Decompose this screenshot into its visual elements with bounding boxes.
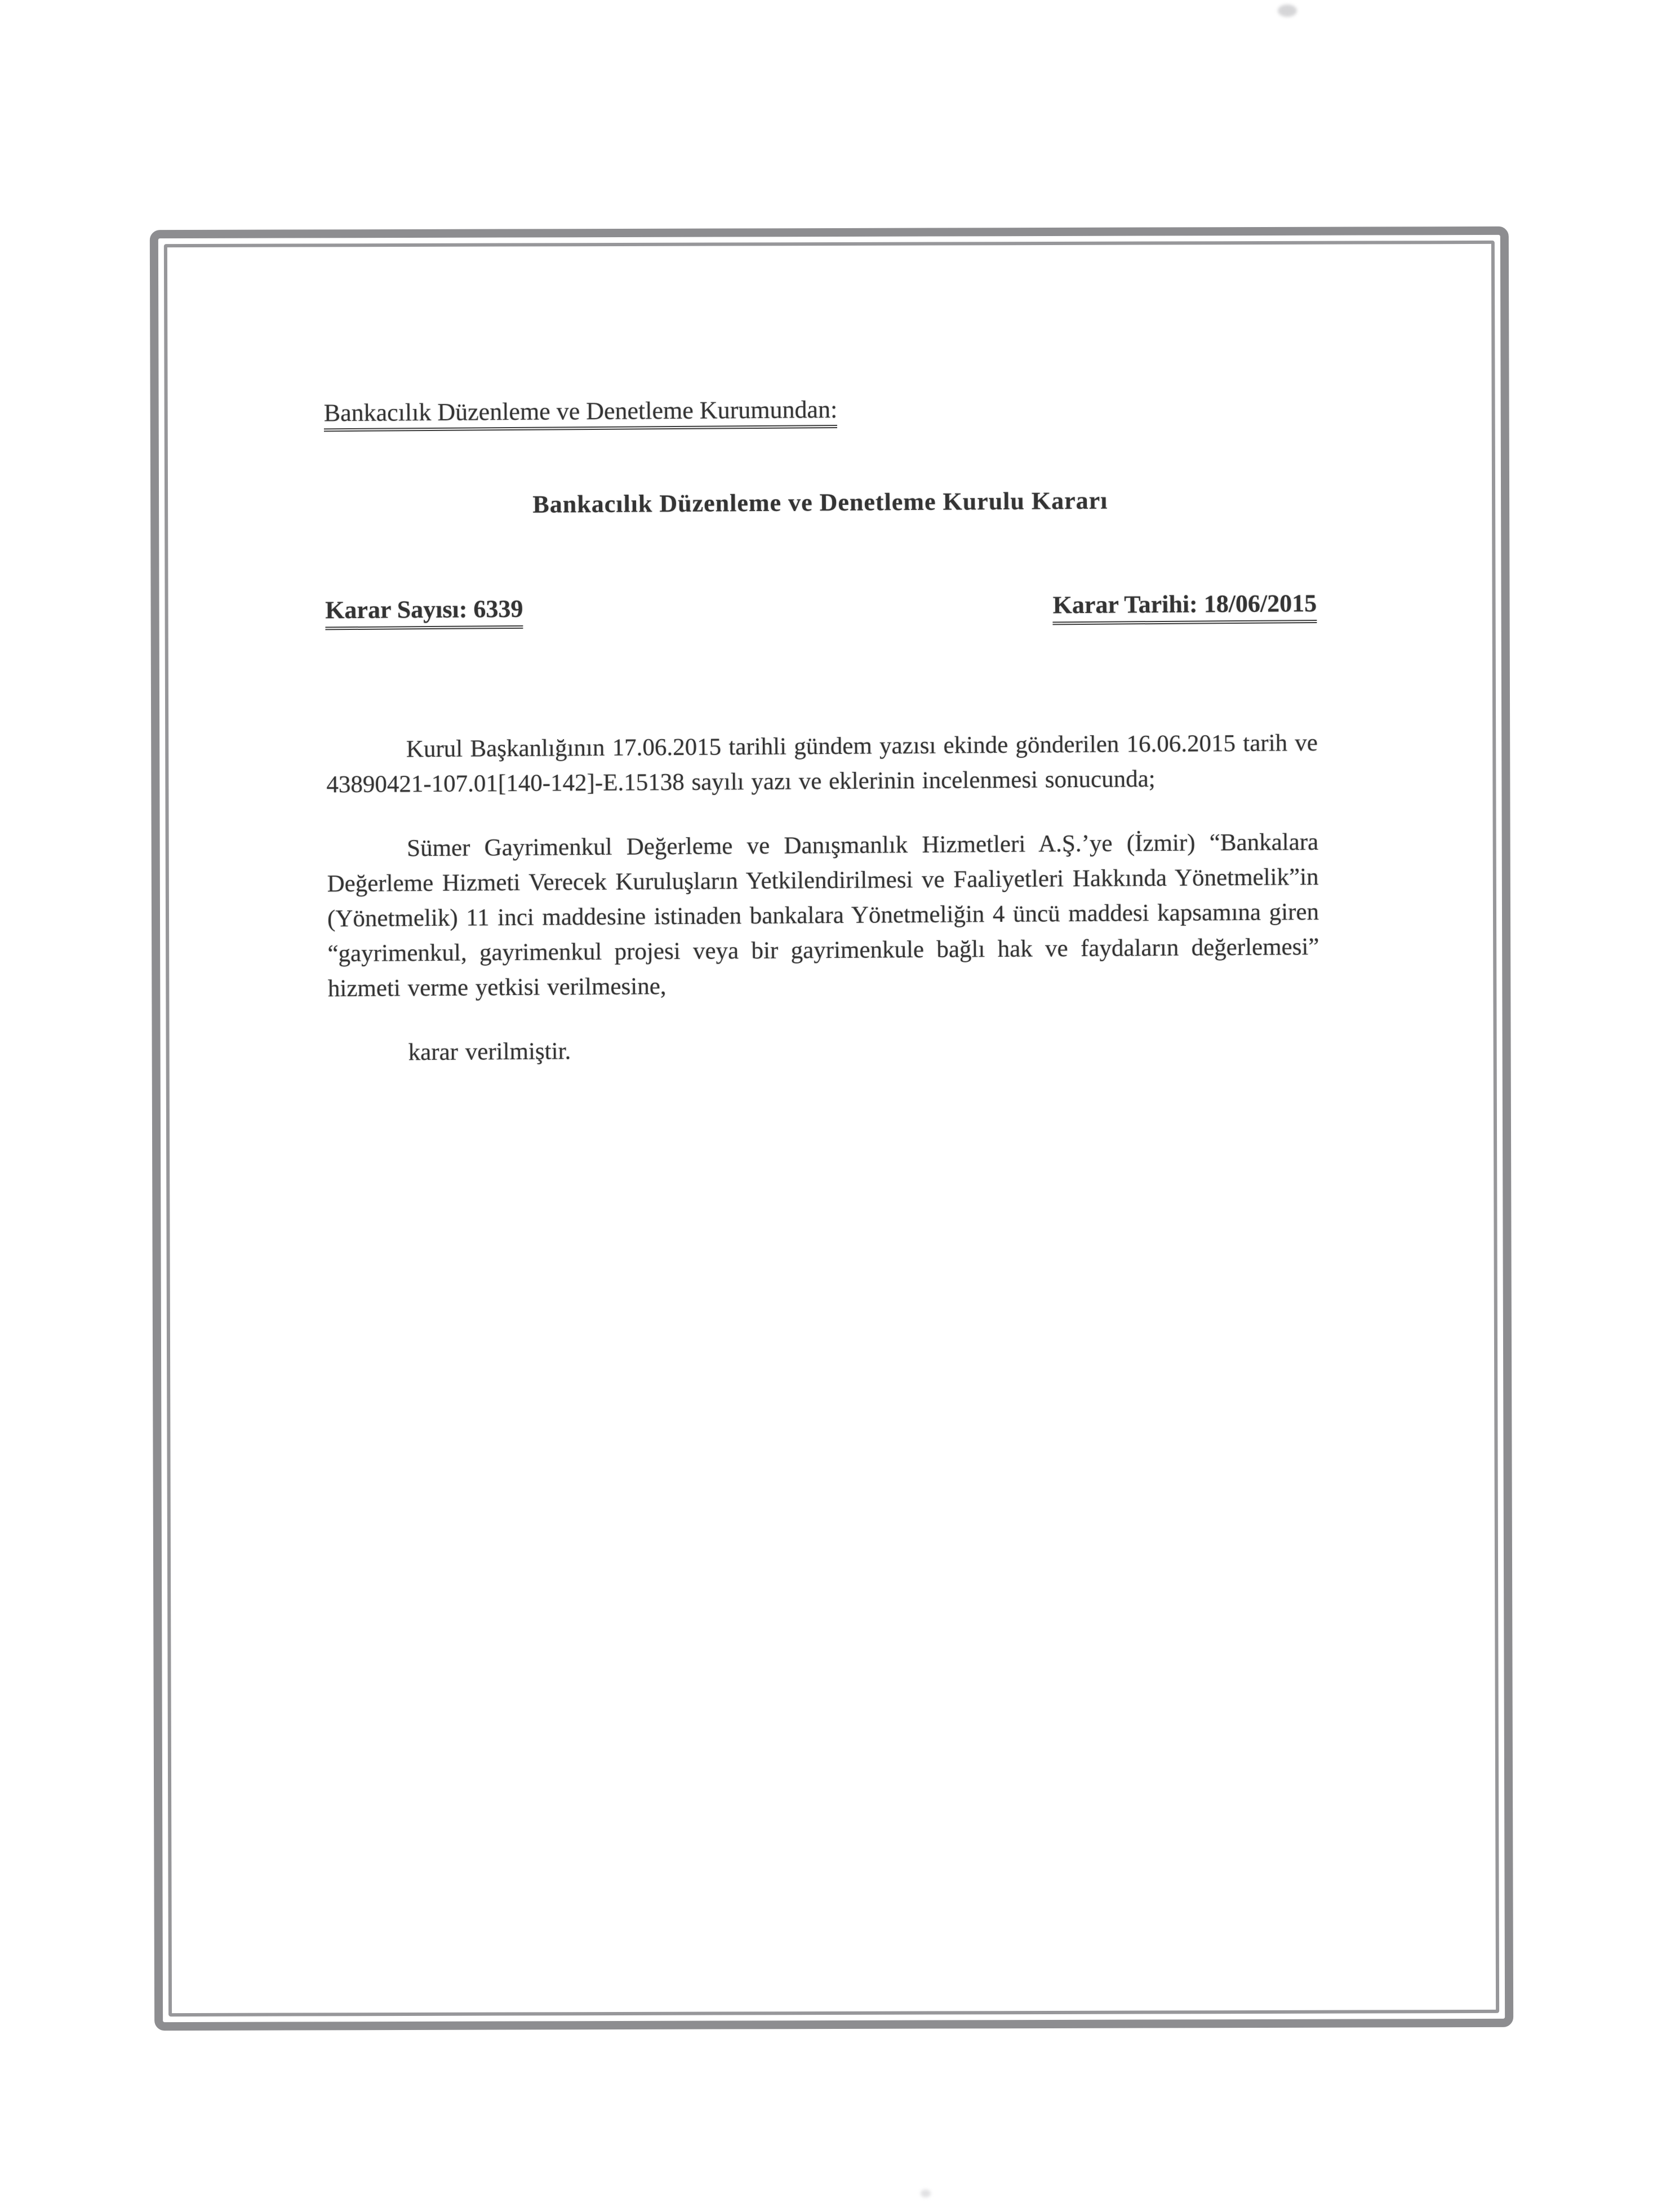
decision-date: Karar Tarihi: 18/06/2015 xyxy=(1052,589,1317,625)
scan-artifact xyxy=(1278,5,1297,17)
document-title: Bankacılık Düzenleme ve Denetleme Kurulu Kararı xyxy=(532,486,1108,518)
issuing-authority-line xyxy=(324,392,1316,428)
scan-artifact xyxy=(921,2189,931,2197)
body-paragraph-1: Kurul Başkanlığının 17.06.2015 tarihli gündem yazısı ekinde gönderilen 16.06.2015 tarih ve 43890421-107.01[140-142]-E.15138 sayılı yazı ve eklerinin incelenmesi sonucunda; xyxy=(326,730,1318,798)
decision-number: Karar Sayısı: 6339 xyxy=(325,594,523,630)
document-content xyxy=(324,392,1320,1071)
body-paragraph-2: Sümer Gayrimenkul Değerleme ve Danışmanlık Hizmetleri A.Ş.’ye (İzmir) “Bankalara Değerleme Hizmeti Verecek Kuruluşların Yetkilendirilmesi ve Faaliyetleri Hakkında Yönetmelik”in (Yönetmelik) 11 inci maddesine istinaden bankalara Yönetmeliğin 4 üncü maddesi kapsamına giren “gayrimenkul, gayrimenkul projesi veya bir gayrimenkule bağlı hak ve faydaların değerlemesi” hizmeti verme yetkisi verilmesine, xyxy=(327,829,1319,1002)
closing-line: karar verilmiştir. xyxy=(408,1038,571,1066)
issuing-authority-text: Bankacılık Düzenleme ve Denetleme Kurumundan: xyxy=(324,396,838,432)
document-border-frame xyxy=(150,226,1513,2031)
decision-meta-row xyxy=(325,589,1317,630)
